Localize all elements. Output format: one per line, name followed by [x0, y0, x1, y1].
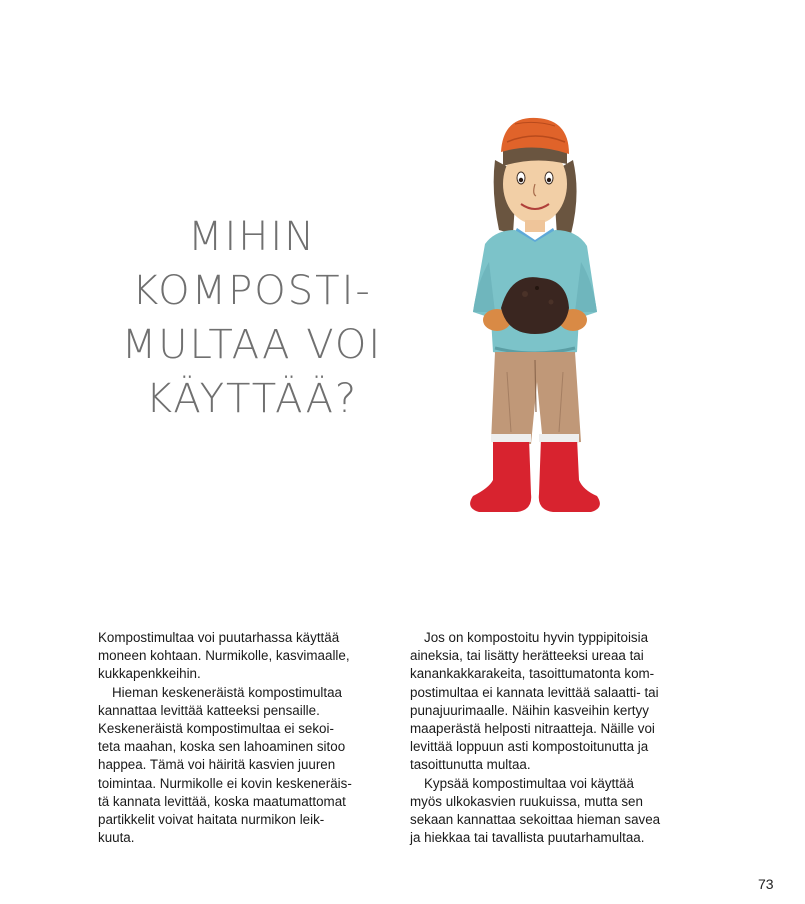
text-line: kanankakkarakeita, tasoittumatonta kom- [410, 666, 655, 682]
text-line: toimintaa. Nurmikolle ei kovin keskeneräis- [98, 775, 352, 791]
text-line: kannattaa levittää katteeksi pensaille. [98, 702, 320, 718]
text-line: postimultaa ei kannata levittää salaatti- tai [410, 684, 659, 700]
text-line: moneen kohtaan. Nurmikolle, kasvimaalle, [98, 648, 350, 664]
text-line: myös ulkokasvien ruukuissa, mutta sen [410, 793, 643, 809]
page-number: 73 [758, 876, 774, 892]
text-line: ja hiekkaa tai tavallista puutarhamultaa. [410, 830, 645, 846]
title-line: MULTAA VOI [121, 322, 383, 368]
page-title [112, 210, 392, 426]
text-line: teta maahan, koska sen lahoaminen sitoo [98, 739, 346, 755]
right-boot [539, 438, 600, 512]
text-line: tasoittunutta multaa. [410, 757, 531, 773]
text-line: Jos on kompostoitu hyvin typpipitoisia [424, 630, 649, 645]
left-boot [470, 438, 531, 512]
text-line: tä kannata levittää, koska maatumattomat [98, 793, 346, 809]
text-line: Hieman keskeneräistä kompostimultaa [112, 684, 342, 700]
text-line: sekaan kannattaa sekoittaa hieman savea [410, 812, 661, 828]
text-line: punajuurimaalle. Näihin kasveihin kertyy [410, 702, 649, 718]
text-line: happea. Tämä voi häiritä kasvien juuren [98, 757, 336, 773]
gardener-holding-compost-illustration [455, 112, 615, 527]
text-line: partikkelit voivat haitata nurmikon leik- [98, 812, 325, 828]
text-line: Kypsää kompostimultaa voi käyttää [424, 775, 634, 791]
left-column [98, 629, 398, 847]
text-line: maaperästä helposti nitraatteja. Näille voi [410, 721, 655, 737]
text-line: levittää loppuun asti kompostoitunutta ja [410, 739, 649, 755]
text-line: Keskeneräistä kompostimultaa ei sekoi- [98, 721, 334, 737]
text-line: aineksia, tai lisätty herätteeksi ureaa tai [410, 648, 644, 664]
text-line: kukkapenkkeihin. [98, 666, 201, 682]
title-line: KOMPOSTI- [132, 268, 372, 314]
text-line: Kompostimultaa voi puutarhassa käyttää [98, 630, 340, 645]
title-line: KÄYTTÄÄ? [145, 376, 359, 422]
title-line: MIHIN [187, 214, 317, 260]
text-line: kuuta. [98, 830, 135, 846]
right-column [410, 629, 710, 847]
